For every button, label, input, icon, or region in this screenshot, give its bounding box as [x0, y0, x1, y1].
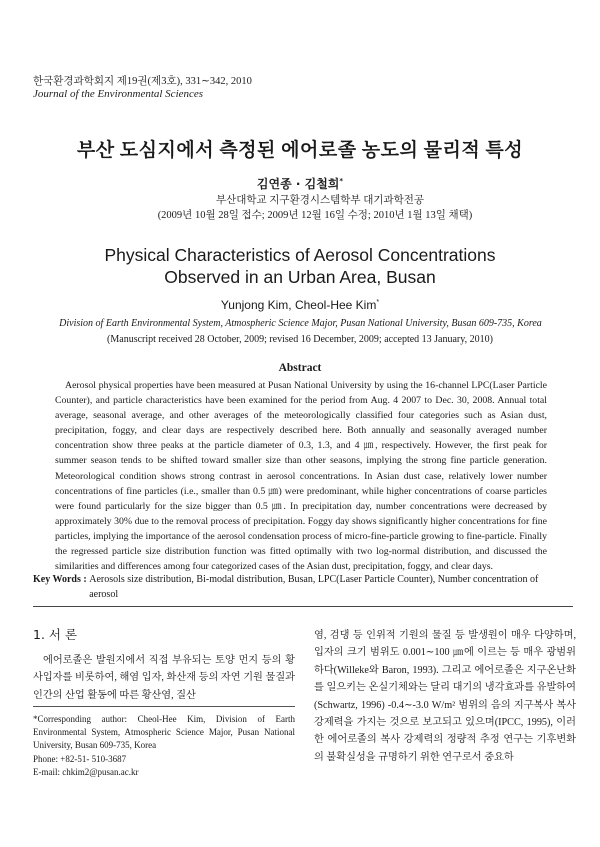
authors-korean	[0, 175, 600, 192]
section-heading-introduction: 1. 서 론	[33, 627, 78, 642]
footnote-block	[33, 713, 295, 779]
section-divider	[33, 606, 573, 607]
corresponding-mark: *	[339, 177, 344, 185]
corresponding-mark-english: *	[376, 299, 380, 306]
footnote-phone: Phone: +82-51- 510-3687	[33, 753, 127, 764]
title-english-line-1: Physical Characteristics of Aerosol Concentrations	[104, 245, 496, 265]
title-english-line-2: Observed in an Urban Area, Busan	[164, 267, 436, 287]
keywords-text: Aerosols size distribution, Bi-modal distribution, Busan, LPC(Laser Particle Counter), Number concentration of aerosol	[89, 574, 539, 600]
author-names-korean: 김연종 · 김철희	[256, 177, 340, 191]
journal-citation-korean: 한국환경과학회지 제19권(제3호), 331∼342, 2010	[33, 76, 252, 87]
introduction-left-column: 에어로졸은 발원지에서 직접 부유되는 토양 먼지 등의 황사입자를 비롯하여, 해염 입자, 화산재 등의 자연 기원 물질과 인간의 산업 활동에 따른 황산염, 질산	[33, 655, 295, 701]
abstract-body: Aerosol physical properties have been measured at Pusan National University by using the 16-channel LPC(Laser Particle Counter), and particle characteristics have been examined for the period from Aug. 4 2007 to Dec. 30, 2008. Annual total average, seasonal average, and other averages of the meteorologically classified four categories such as Asian dust, precipitation, foggy, and clear days are respectively described here. Both annually and seasonally averaged number concentration show three peaks at the particle diameter of 0.3, 1.3, and 4 ㎛, respectively. However, the first peak for summer season tends to be shifted toward smaller size than other seasons, implying the strong fine particle generation. Meteorological condition shows strong contrast in aerosol concentrations. In Asian dust case, relatively lower number concentrations of fine particles (i.e., smaller than 0.5 ㎛) were predominant, while higher concentrations of coarse particles were found particularly for the size bigger than 0.5 ㎛. In precipitation day, number concentrations were decreased by approximately 30% due to the removal process of precipitation. Foggy day shows significantly higher concentrations for fine particles, implying the importance of the aerosol condensation process of micro-fine-particle growing to fine-particle. Finally the regressed particle size distribution function was fitted optimally with two log-normal distribution, and discussed the similarities and differences among four categorized cases of the Asian dust, precipitation, foggy, and clear days.	[55, 380, 547, 573]
footnote-corresponding-author: *Corresponding author: Cheol-Hee Kim, Division of Earth Environmental System, Atmospheric Science Major, Pusan National University, Busan 609-735, Korea	[33, 714, 295, 751]
keywords-block	[33, 572, 573, 602]
affiliation-korean: 부산대학교 지구환경시스템학부 대기과학전공	[215, 195, 425, 206]
abstract-heading: Abstract	[278, 362, 322, 374]
manuscript-dates-english: (Manuscript received 28 October, 2009; revised 16 December, 2009; accepted 13 January, 2010)	[107, 334, 493, 345]
authors-english	[0, 298, 600, 312]
keywords-label: Key Words :	[33, 574, 90, 585]
paper-title-english	[0, 244, 600, 288]
footnote-email: E-mail: chkim2@pusan.ac.kr	[33, 766, 139, 777]
author-names-english: Yunjong Kim, Cheol-Hee Kim	[220, 298, 377, 312]
affiliation-english: Division of Earth Environmental System, Atmospheric Science Major, Pusan National University, Busan 609-735, Korea	[59, 318, 542, 329]
paper-title-korean: 부산 도심지에서 측정된 에어로졸 농도의 물리적 특성	[76, 140, 524, 161]
introduction-right-column: 염, 검댕 등 인위적 기원의 물질 등 발생원이 매우 다양하며, 입자의 크기 범위도 0.001∼100 ㎛에 이르는 등 매우 광범위하다(Willeke와 Baron, 1993). 그리고 에어로졸은 지구온난화를 일으키는 온실기체와는 달리 대기의 냉각효과를 유발하여(Schwartz, 1996) -0.4∼-3.0 W/m² 범위의 음의 지구복사 복사강제력을 가지는 것으로 보고되고 있으며(IPCC, 1995), 이러한 에어로졸의 복사 강제력의 정량적 추정 연구는 기후변화의 불확실성을 규명하기 위한 연구로서 중요하	[314, 630, 576, 763]
received-dates-korean: (2009년 10월 28일 접수; 2009년 12월 16일 수정; 2010년 1월 13일 채택)	[157, 210, 473, 221]
footnote-divider	[33, 706, 295, 707]
journal-name-english: Journal of the Environmental Sciences	[33, 88, 204, 100]
